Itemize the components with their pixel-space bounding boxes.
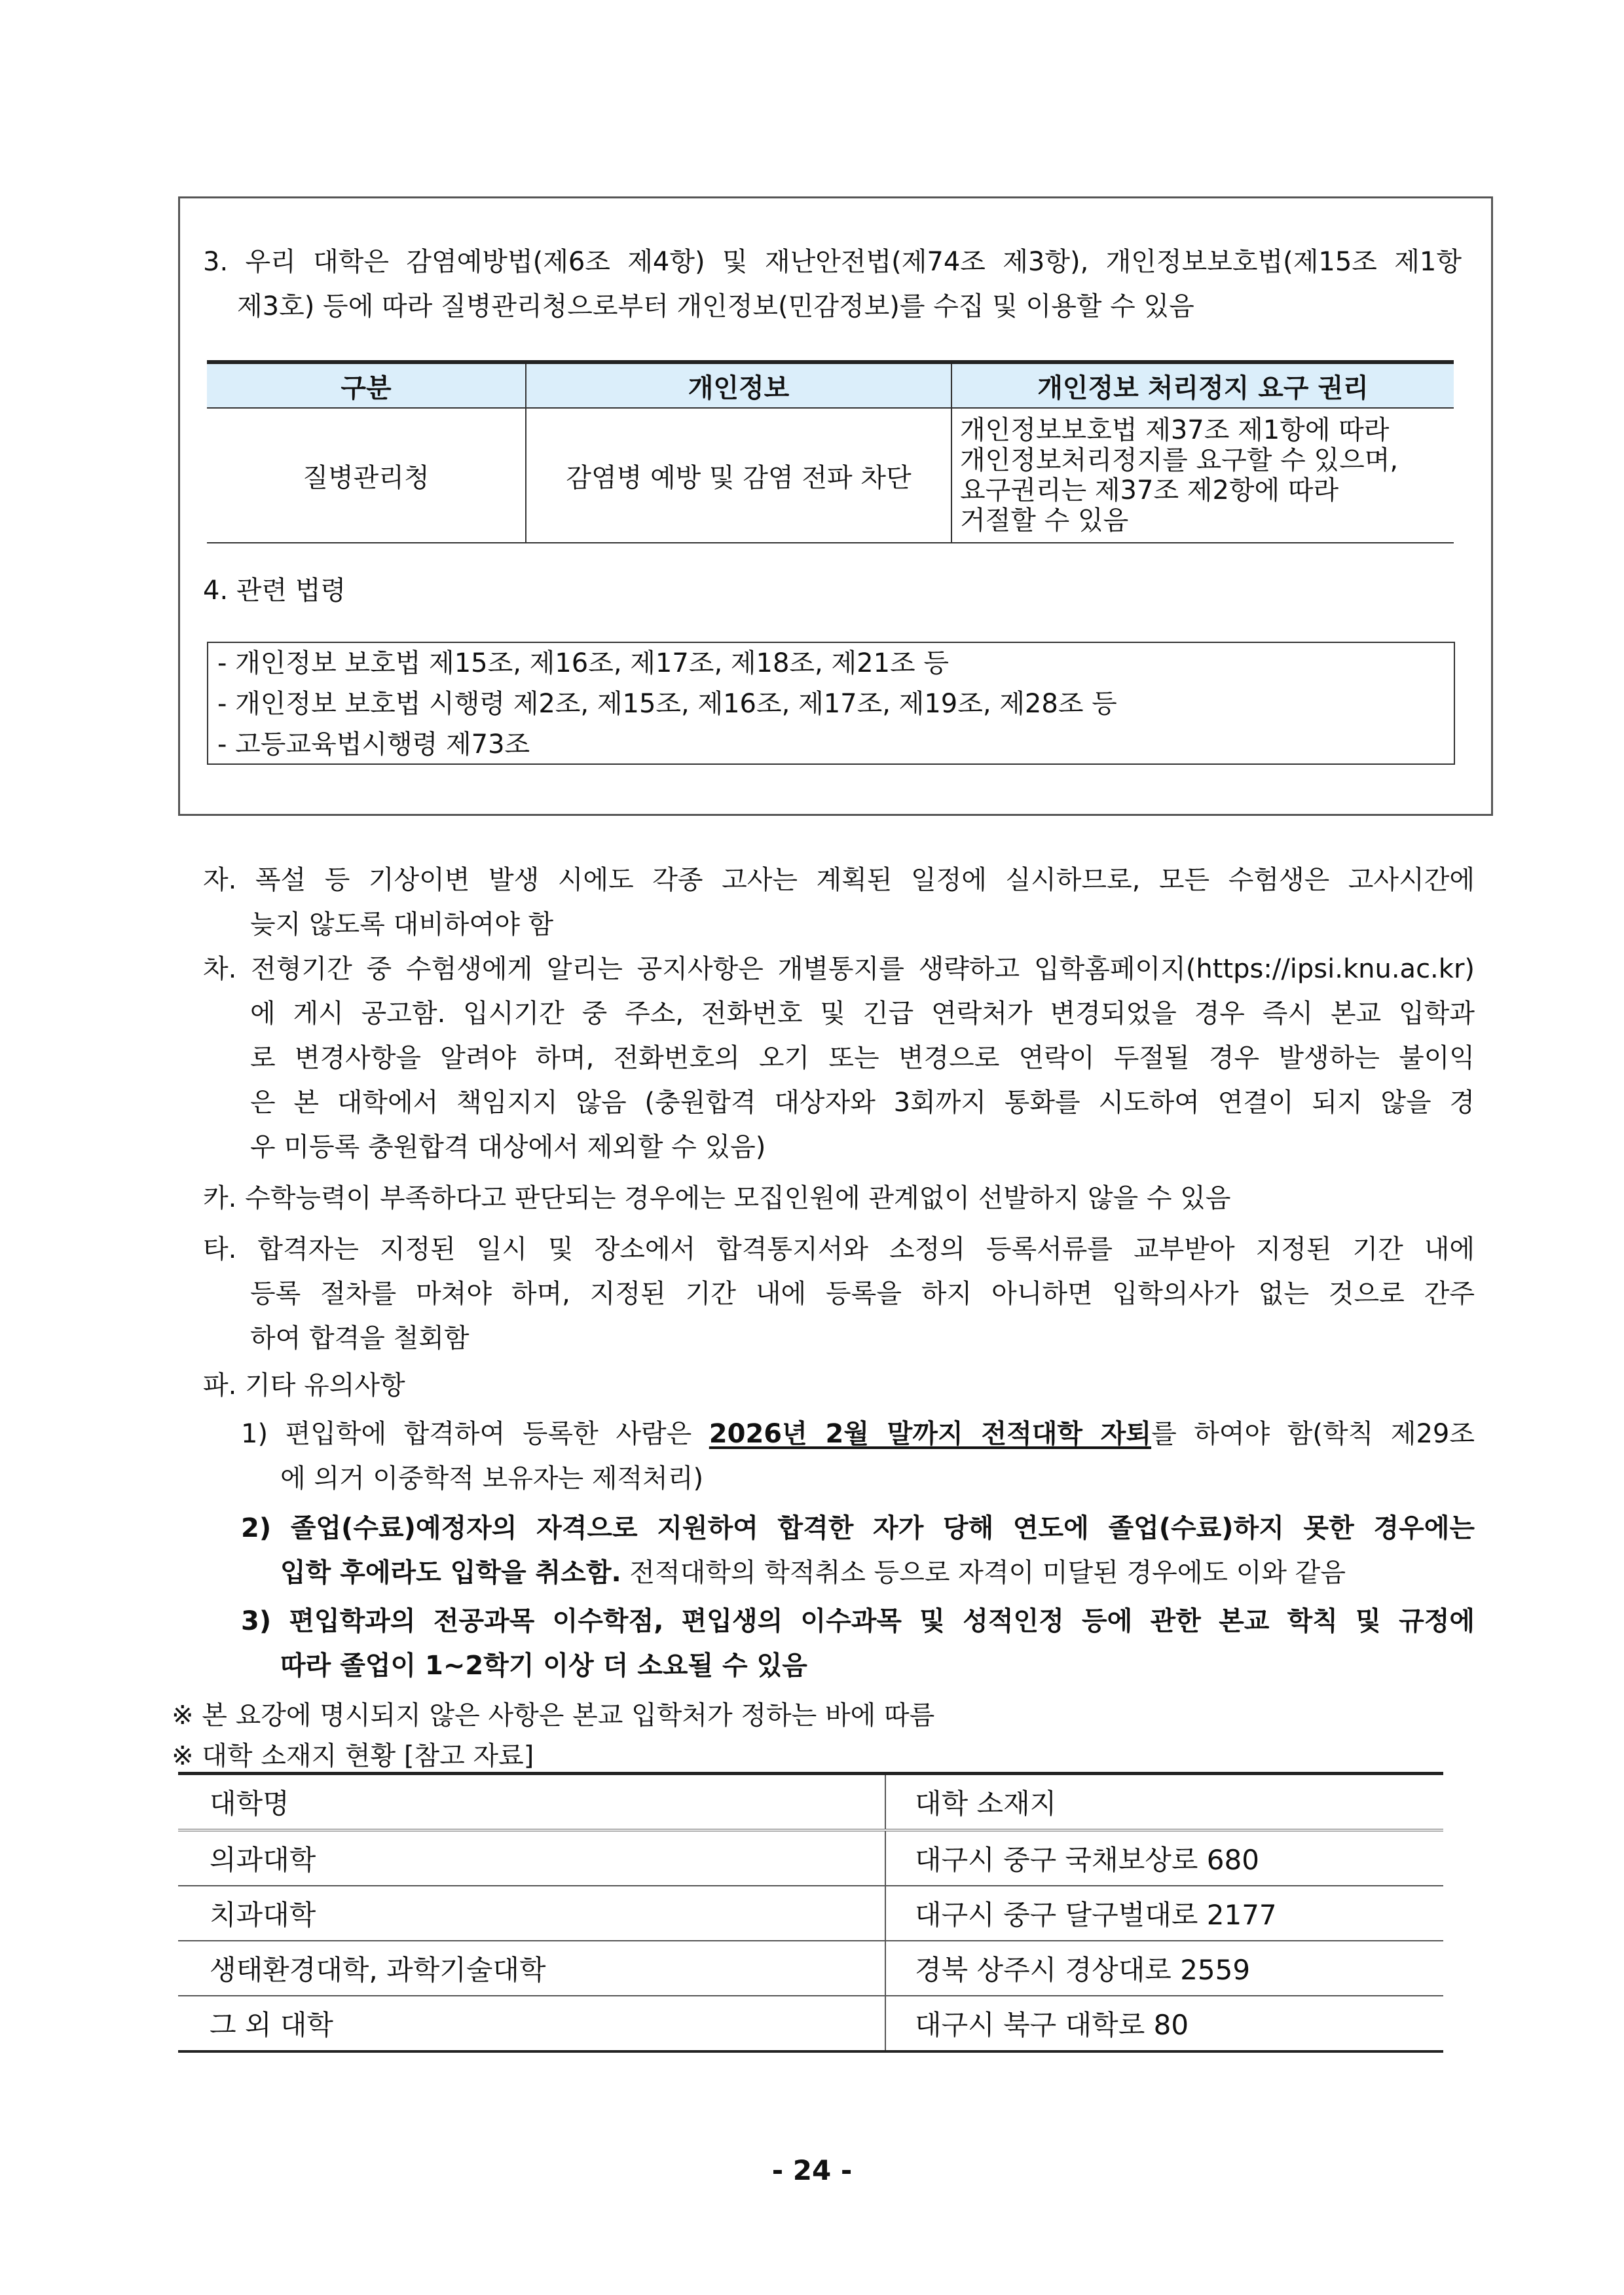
para-ta-3: 하여 합격을 철회함 [250, 1323, 470, 1353]
pa2-emphasis: 입학 후에라도 입학을 취소함. [280, 1558, 621, 1588]
item3-line2: 제3호) 등에 따라 질병관리청으로부터 개인정보(민감정보)를 수집 및 이용할 수 있음 [237, 291, 1194, 321]
campus-table [178, 1772, 1443, 2053]
cell-location: 대구시 중구 달구벌대로 2177 [885, 1886, 1443, 1941]
table-row [178, 1774, 1443, 1831]
pa2-text: 전적대학의 학적취소 등으로 자격이 미달된 경우에도 이와 같음 [621, 1558, 1346, 1588]
header-rights: 개인정보 처리정지 요구 권리 [951, 362, 1454, 408]
table-row [178, 1886, 1443, 1941]
rights-line: 요구권리는 제37조 제2항에 따라 [960, 475, 1339, 505]
pa1-text-a: 1) 편입학에 합격하여 등록한 사람은 [241, 1419, 709, 1449]
para-ja-1: 자. 폭설 등 기상이변 발생 시에도 각종 고사는 계획된 일정에 실시하므로, 모든 수험생은 고사시간에 [203, 865, 1475, 895]
para-pa: 파. 기타 유의사항 [203, 1370, 405, 1401]
table-row [178, 1830, 1443, 1886]
cell-agency: 질병관리청 [207, 408, 526, 543]
page-number: - 24 - [771, 2154, 853, 2186]
table-row [178, 1996, 1443, 2051]
cell-location: 경북 상주시 경상대로 2559 [885, 1941, 1443, 1996]
para-cha-2: 에 게시 공고함. 입시기간 중 주소, 전화번호 및 긴급 연락처가 변경되었을 경우 즉시 본교 입학과 [250, 999, 1475, 1029]
cell-location: 대구시 중구 국채보상로 680 [885, 1830, 1443, 1886]
rights-line: 개인정보보호법 제37조 제1항에 따라 [960, 415, 1390, 445]
rights-line: 거절할 수 있음 [960, 505, 1129, 536]
cell-college: 의과대학 [178, 1830, 885, 1886]
para-pa1-1 [241, 1412, 1475, 1456]
law-item: - 개인정보 보호법 제15조, 제16조, 제17조, 제18조, 제21조 등 [217, 648, 950, 678]
para-pa2-1: 2) 졸업(수료)예정자의 자격으로 지원하여 합격한 자가 당해 연도에 졸업(수료)하지 못한 경우에는 [241, 1513, 1475, 1543]
pa1-text-c: 를 하여야 함(학칙 제29조 [1151, 1419, 1475, 1449]
laws-box [207, 642, 1455, 765]
header-college: 대학명 [178, 1774, 885, 1831]
law-item: - 개인정보 보호법 시행령 제2조, 제15조, 제16조, 제17조, 제19조, 제28조 등 [217, 689, 1117, 719]
para-ta-1: 타. 합격자는 지정된 일시 및 장소에서 합격통지서와 소정의 등록서류를 교부받아 지정된 기간 내에 [203, 1234, 1475, 1264]
para-ta-2: 등록 절차를 마쳐야 하며, 지정된 기간 내에 등록을 하지 아니하면 입학의사가 없는 것으로 간주 [250, 1279, 1475, 1309]
rights-line: 개인정보처리정지를 요구할 수 있으며, [960, 445, 1399, 475]
item4-title: 4. 관련 법령 [203, 576, 346, 606]
header-personal-info: 개인정보 [526, 362, 951, 408]
para-ka: 카. 수학능력이 부족하다고 판단되는 경우에는 모집인원에 관계없이 선발하지 않을 수 있음 [203, 1183, 1231, 1213]
para-cha-3: 로 변경사항을 알려야 하며, 전화번호의 오기 또는 변경으로 연락이 두절될 경우 발생하는 불이익 [250, 1043, 1475, 1073]
cell-location: 대구시 북구 대학로 80 [885, 1996, 1443, 2051]
para-pa2-2 [280, 1551, 1346, 1595]
table-row [178, 1941, 1443, 1996]
pa1-emphasis: 2026년 2월 말까지 전적대학 자퇴 [709, 1419, 1152, 1449]
cell-college: 치과대학 [178, 1886, 885, 1941]
cell-college: 그 외 대학 [178, 1996, 885, 2051]
header-location: 대학 소재지 [885, 1774, 1443, 1831]
law-item: - 고등교육법시행령 제73조 [217, 729, 530, 760]
cell-college: 생태환경대학, 과학기술대학 [178, 1941, 885, 1996]
privacy-table [207, 360, 1454, 543]
note-1: ※ 본 요강에 명시되지 않은 사항은 본교 입학처가 정하는 바에 따름 [172, 1700, 935, 1731]
para-ja-2: 늦지 않도록 대비하여야 함 [250, 909, 554, 940]
para-cha-5: 우 미등록 충원합격 대상에서 제외할 수 있음) [250, 1132, 766, 1162]
cell-rights [951, 408, 1454, 543]
para-cha-1: 차. 전형기간 중 수험생에게 알리는 공지사항은 개별통지를 생략하고 입학홈페이지(https://ipsi.knu.ac.kr) [203, 954, 1475, 984]
para-pa1-2: 에 의거 이중학적 보유자는 제적처리) [280, 1463, 704, 1494]
para-pa3-2: 따라 졸업이 1~2학기 이상 더 소요될 수 있음 [280, 1651, 807, 1681]
item3-line1: 3. 우리 대학은 감염예방법(제6조 제4항) 및 재난안전법(제74조 제3항), 개인정보보호법(제15조 제1항 [203, 247, 1462, 277]
note-2: ※ 대학 소재지 현황 [참고 자료] [172, 1741, 534, 1771]
para-pa3-1: 3) 편입학과의 전공과목 이수학점, 편입생의 이수과목 및 성적인정 등에 관한 본교 학칙 및 규정에 [241, 1606, 1475, 1636]
cell-purpose: 감염병 예방 및 감염 전파 차단 [526, 408, 951, 543]
header-category: 구분 [207, 362, 526, 408]
para-cha-4: 은 본 대학에서 책임지지 않음 (충원합격 대상자와 3회까지 통화를 시도하여 연결이 되지 않을 경 [250, 1088, 1475, 1118]
